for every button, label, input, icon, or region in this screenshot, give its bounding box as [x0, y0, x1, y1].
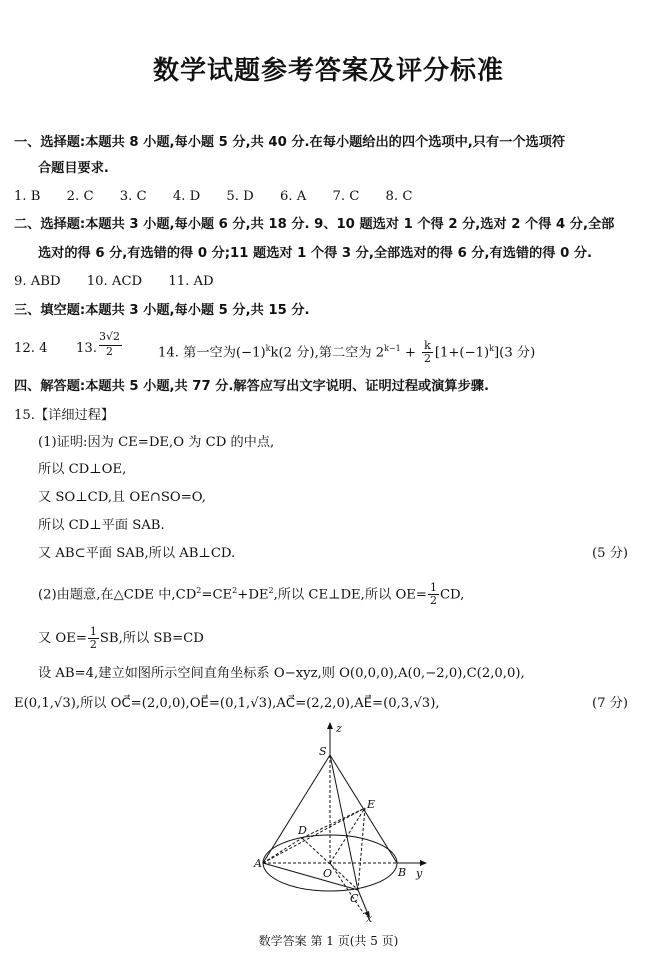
answer-14-part-b: k(2 分),第二空为 2: [270, 345, 385, 361]
answer-13-denominator: 2: [106, 345, 113, 358]
q15-line-6-c: +DE: [237, 587, 269, 603]
answer-14-part-a: 14. 第一空为(−1): [158, 345, 266, 361]
label-z: z: [336, 722, 342, 735]
answer-14-fraction-den: 2: [424, 352, 431, 366]
section3-answer-12: 12. 4: [14, 341, 48, 356]
generator-SA: [263, 755, 330, 863]
q15-line-7-b: SB,所以 SB=CD: [99, 631, 204, 646]
answer-8: 8. C: [385, 189, 413, 204]
label-S: S: [319, 745, 327, 758]
axis-z-arrow: [327, 722, 333, 729]
answer-7: 7. C: [332, 189, 360, 204]
q15-line-6-fraction: [428, 582, 439, 607]
answer-4: 4. D: [172, 189, 201, 204]
q15-header: 15.【详细过程】: [14, 408, 115, 423]
label-B: B: [398, 866, 407, 879]
segment-AD: [263, 838, 302, 863]
label-A: A: [254, 857, 262, 870]
segment-EC: [358, 808, 365, 890]
q15-line-7-a: 又 OE=: [38, 631, 87, 646]
q15-line-6-b: =CE: [201, 587, 233, 603]
q15-points-7: (7 分): [592, 696, 629, 711]
q15-line-5: 又 AB⊂平面 SAB,所以 AB⊥CD.: [38, 546, 236, 561]
q15-line-7: [38, 626, 204, 651]
section3-heading: 三、填空题:本题共 3 小题,每小题 5 分,共 15 分.: [14, 303, 310, 318]
label-O: O: [323, 867, 333, 880]
q15-line-6-d: ,所以 CE⊥DE,所以 OE=: [273, 587, 427, 603]
q15-line-7-fraction-num: 1: [89, 625, 97, 638]
answer-14-part-d: [1+(−1): [434, 345, 490, 361]
section1-heading: 一、选择题:本题共 8 小题,每小题 5 分,共 40 分.在每小题给出的四个选项中,只有一个选项符: [14, 135, 566, 150]
q15-line-7-fraction-den: 2: [89, 638, 97, 651]
section2-heading: 二、选择题:本题共 3 小题,每小题 6 分,共 18 分. 9、10 题选对 1 个得 2 分,选对 2 个得 4 分,全部: [14, 217, 615, 232]
q15-line-6-fraction-den: 2: [429, 594, 437, 608]
answer-14-part-c: +: [400, 345, 421, 361]
label-x: x: [366, 912, 373, 922]
answer-10: 10. ACD: [86, 274, 143, 289]
answer-14-fraction-num: k: [424, 339, 431, 353]
answer-9: 9. ABD: [14, 274, 61, 289]
q15-line-1: (1)证明:因为 CE=DE,O 为 CD 的中点,: [38, 435, 275, 450]
q15-points-5: (5 分): [592, 546, 629, 561]
answer-13-numerator: 3√2: [99, 330, 121, 343]
answer-1: 1. B: [14, 189, 41, 204]
section4-heading: 四、解答题:本题共 5 小题,共 77 分.解答应写出文字说明、证明过程或演算步骤.: [14, 379, 490, 394]
axis-y-arrow: [420, 860, 427, 866]
answer-5: 5. D: [226, 189, 254, 204]
label-E: E: [367, 798, 376, 811]
q15-line-6: (2)由题意,在△CDE 中$,CD^2=CE^2+DE^2$,所以 CE⊥DE,所以 OE= $\frac{1}{2}$ CD,: [38, 581, 465, 608]
q15-line-6-a: (2)由题意,在△CDE 中,CD: [38, 587, 197, 603]
section2-heading-cont: 选对的得 6 分,有选错的得 0 分;11 题选对 1 个得 3 分,全部选对的得 6 分,有选错的得 0 分.: [38, 246, 593, 261]
q15-line-7-fraction: [88, 626, 99, 651]
answer-3: 3. C: [119, 189, 147, 204]
segment-AE: [263, 808, 365, 863]
section3-answer-14: 14. 第一空为$(-1)^kk(2$ 分),第二空为 $2^{k-1}$ + $\frac{k}{2}$ $[1+(-1)^k](3$ 分): [158, 339, 536, 366]
label-C: C: [350, 892, 359, 905]
section1-heading-cont: 合题目要求.: [38, 161, 109, 176]
q15-line-8: 设 AB=4,建立如图所示空间直角坐标系 O−xyz,则 O(0,0,0),A(0,−2,0),C(2,0,0),: [38, 666, 525, 681]
q15-line-4: 所以 CD⊥平面 SAB.: [38, 518, 165, 533]
q15-line-9: E(0,1,√3),所以 OC⃗=(2,0,0),OE⃗=(0,1,√3),AC⃗=(2,2,0),AE⃗=(0,3,√3),: [14, 696, 440, 711]
answer-2: 2. C: [66, 189, 94, 204]
page-title: 数学试题参考答案及评分标准: [152, 56, 504, 86]
answer-14-part-e: ](3 分): [494, 345, 536, 361]
answer-14-fraction: [422, 340, 433, 365]
q15-line-6-fraction-num: 1: [429, 581, 437, 595]
answer-11: 11. AD: [168, 274, 214, 289]
label-y: y: [416, 867, 423, 880]
q15-line-6-e: CD,: [439, 587, 465, 603]
axis-x: [358, 890, 368, 914]
section1-answers: [14, 188, 434, 206]
answer-6: 6. A: [279, 189, 307, 204]
q15-line-2: 所以 CD⊥OE,: [38, 462, 127, 477]
section2-answers: [14, 273, 236, 291]
label-D: D: [298, 824, 307, 837]
section3-answer-13-label: 13.: [76, 341, 97, 356]
cone-figure: [252, 722, 432, 922]
page-footer: 数学答案 第 1 页(共 5 页): [258, 934, 399, 948]
q15-line-3: 又 SO⊥CD,且 OE∩SO=O,: [38, 490, 207, 505]
